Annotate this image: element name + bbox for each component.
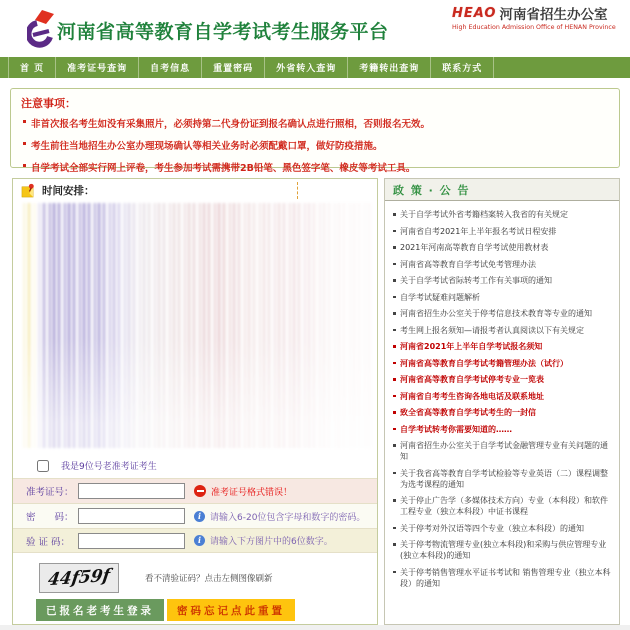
old-ticket-checkbox[interactable] (37, 460, 49, 472)
login-buttons-row (13, 599, 377, 623)
nav-item-contact[interactable]: 联系方式 (431, 57, 494, 78)
notice-box (10, 88, 620, 174)
schedule-login-panel (12, 178, 378, 625)
announcement-link[interactable]: 关于停考对外汉语等四个专业（独立本科段）的通知 (391, 523, 615, 534)
ticket-error-message: 准考证号格式错误！ (211, 487, 293, 498)
nav-item-selfexam-info[interactable]: 自考信息 (139, 57, 202, 78)
schedule-title: 时间安排： (42, 185, 95, 197)
password-input[interactable] (78, 508, 185, 524)
announcement-link[interactable]: 关于自学考试外省考籍档案转入我省的有关规定 (391, 209, 615, 220)
nav-item-home[interactable]: 首 页 (8, 57, 56, 78)
announcement-link[interactable]: 河南省高等教育自学考试考籍管理办法（试行） (391, 358, 615, 369)
announcement-link[interactable]: 河南省高等教育自学考试免考管理办法 (391, 259, 615, 270)
announcement-link[interactable]: 关于自学考试省际转考工作有关事项的通知 (391, 275, 615, 286)
error-icon (194, 485, 206, 497)
notice-item: 非首次报名考生如没有采集照片，必须持第二代身份证到报名确认点进行照相，否则报名无效。 (21, 116, 609, 130)
old-ticket-row (13, 453, 377, 478)
ticket-number-input[interactable] (78, 483, 185, 499)
heao-logo-icon: HEAO (452, 5, 497, 21)
announcement-link[interactable]: 河南省自考2021年上半年报名考试日程安排 (391, 226, 615, 237)
announcement-link[interactable]: 关于停考销售管理水平证书考试和 销售管理专业（独立本科段）的通知 (391, 567, 615, 589)
announcement-link[interactable]: 河南省2021年上半年自学考试报名须知 (391, 341, 615, 352)
captcha-input[interactable] (78, 533, 185, 549)
site-logo-icon (27, 9, 57, 51)
announcement-link[interactable]: 关于停止广告学（多媒体技术方向）专业（本科段）和软件工程专业（独立本科段）中证书课程 (391, 495, 615, 517)
captcha-row (13, 528, 377, 553)
info-icon: i (194, 511, 205, 522)
announcement-link[interactable]: 河南省招生办公室关于停考信息技术教育等专业的通知 (391, 308, 615, 319)
ticket-number-label: 准考证号： (26, 487, 74, 498)
announcement-link[interactable]: 2021年河南高等教育自学考试使用教材表 (391, 242, 615, 253)
notice-item: 考生前往当地招生办公室办理现场确认等相关业务时必须配戴口罩，做好防疫措施。 (21, 138, 609, 152)
info-icon: i (194, 535, 205, 546)
announcements-header (385, 179, 619, 201)
login-button[interactable]: 已报名老考生登录 (36, 599, 164, 621)
org-name: 河南省招生办公室 (499, 7, 608, 23)
announcements-panel (384, 178, 620, 625)
page-header (0, 0, 630, 57)
captcha-label: 验 证 码： (26, 536, 71, 548)
captcha-hint: 请输入下方图片中的6位数字。 (210, 537, 333, 547)
announcement-link[interactable]: 河南省自考考生咨询各地电话及联系地址 (391, 391, 615, 402)
announcement-link[interactable]: 考生网上报名须知—请报考者认真阅读以下有关规定 (391, 325, 615, 336)
nav-item-ticket-query[interactable]: 准考证号查询 (56, 57, 139, 78)
announcement-link[interactable]: 河南省招生办公室关于自学考试金融管理专业有关问题的通知 (391, 440, 615, 462)
password-hint: 请输入6-20位包含字母和数字的密码。 (210, 512, 366, 523)
announcement-link[interactable]: 自学考试转考你需要知道的…… (391, 424, 615, 435)
page-footer-strip (0, 625, 630, 630)
page-title: 河南省高等教育自学考试考生服务平台 (57, 21, 389, 43)
org-subtitle: High Education Admission Office of HENAN Province (452, 24, 616, 31)
notice-item: 自学考试全部实行网上评卷，考生参加考试需携带2B铅笔、黑色签字笔、橡皮等考试工具。 (21, 160, 609, 174)
announcement-link[interactable]: 河南省高等教育自学考试停考专业一览表 (391, 374, 615, 385)
org-logo-block (452, 3, 624, 31)
announcement-link[interactable]: 关于停考物流管理专业(独立本科段)和采购与供应管理专业(独立本科段)的通知 (391, 539, 615, 561)
announcement-link[interactable]: 致全省高等教育自学考试考生的一封信 (391, 407, 615, 418)
announcements-title: 政 策 · 公 告 (393, 183, 470, 197)
old-ticket-label: 我是9位号老准考证考生 (61, 462, 157, 472)
password-row (13, 503, 377, 528)
announcements-list (385, 201, 619, 589)
schedule-blurred-image (21, 203, 373, 448)
announcement-link[interactable]: 关于我省高等教育自学考试检验等专业英语（二）课程调整为选考课程的通知 (391, 468, 615, 490)
main-nav (0, 57, 630, 78)
pushpin-note-icon (21, 183, 36, 198)
captcha-area (13, 559, 377, 599)
ticket-number-row (13, 478, 377, 503)
captcha-code: 44f59f (46, 565, 112, 591)
nav-item-reset-password[interactable]: 重置密码 (202, 57, 265, 78)
reset-password-button[interactable]: 密码忘记点此重置 (167, 599, 295, 621)
nav-item-transfer-in-query[interactable]: 外省转入查询 (265, 57, 348, 78)
captcha-image[interactable] (39, 563, 119, 593)
captcha-refresh-hint: 看不清验证码？点击左侧图像刷新 (145, 574, 273, 584)
notice-title: 注意事项： (21, 97, 76, 110)
divider (297, 182, 298, 199)
nav-item-transfer-out-query[interactable]: 考籍转出查询 (348, 57, 431, 78)
announcement-link[interactable]: 自学考试疑难问题解析 (391, 292, 615, 303)
schedule-header (13, 179, 377, 202)
password-label: 密 码： (26, 512, 74, 523)
